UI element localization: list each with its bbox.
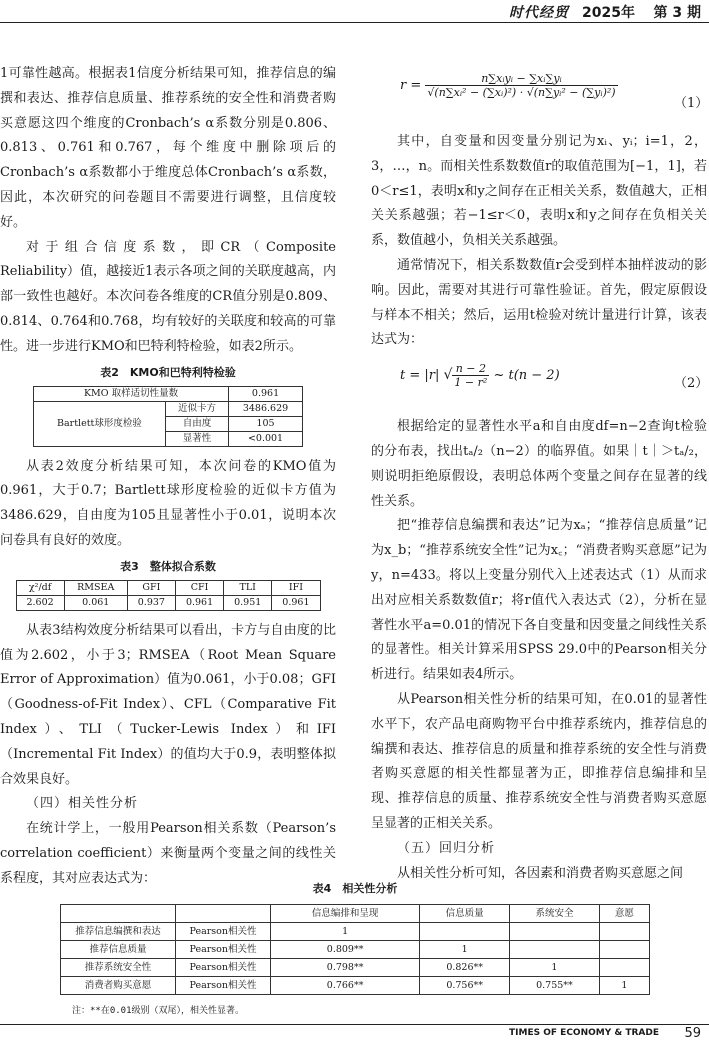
table-cell: 3486.629 <box>229 401 303 416</box>
formula-2 <box>400 362 670 389</box>
table-cell: 1 <box>271 923 420 941</box>
left-column <box>0 62 336 892</box>
table-cell: 推荐信息质量 <box>61 941 176 959</box>
table-cell: Pearson相关性 <box>176 959 271 977</box>
table-caption: 表4 相关性分析 <box>312 882 398 895</box>
table-note: 注：**在0.01级别（双尾），相关性显著。 <box>72 1006 245 1016</box>
table-header: 信息编排和呈现 <box>271 905 420 923</box>
section-heading: （四）相关性分析 <box>26 796 139 812</box>
paragraph: 在统计学上，一般用Pearson相关系数（Pearson’s correlation coefficient）来衡量两个变量之间的线性关系程度，其对应表达式为： <box>0 821 336 886</box>
table-cell: Pearson相关性 <box>176 923 271 941</box>
paragraph: 其中，自变量和因变量分别记为xᵢ、yᵢ；i=1，2，3，…，n。而相关性系数数值r的取值范围为[−1，1]，若0＜r≤1，表明x和y之间存在正相关关系，数值越大，正相关关系越强；若−1≤r＜0，表明x和y之间存在负相关关系，数值越小，负相关关系越强。 <box>371 134 707 249</box>
paragraph: 从表3结构效度分析结果可以看出，卡方与自由度的比值为2.602，小于3；RMSEA（Root Mean Square Error of Approximation）值为0.061，小于0.08；GFI（Goodness-of-Fit Index）、CFL（Comparative Fit Index）、TLI（Tucker-Lewis Index）和IFI（Incremental Fit Index）的值均大于0.9，表明整体拟合效果良好。 <box>0 622 336 787</box>
table-cell: 0.061 <box>64 595 127 610</box>
table-header: GFI <box>127 580 175 595</box>
table-cell: 0.937 <box>127 595 175 610</box>
journal-name: 时代经贸 <box>509 5 569 21</box>
table-row <box>61 923 650 941</box>
formula-lhs: t = |r| <box>400 368 440 383</box>
section-heading: （五）回归分析 <box>397 840 496 856</box>
table-cell: 推荐系统安全性 <box>61 959 176 977</box>
table-cell: 0.826** <box>420 959 510 977</box>
table-cell: 推荐信息编撰和表达 <box>61 923 176 941</box>
formula-number: （1） <box>674 96 709 111</box>
page-number: 59 <box>684 1026 701 1041</box>
table-header <box>176 905 271 923</box>
correlation-table-block <box>60 880 650 995</box>
table-cell <box>510 941 600 959</box>
table-cell: KMO 取样适切性量数 <box>34 386 229 401</box>
paragraph: 对于组合信度系数，即CR（Composite Reliability）值，越接近1表示各项之间的关联度越高，内部一致性也越好。本次问卷各维度的CR值分别是0.809、0.814、0.764和0.768，均有较好的关联度和较高的可靠性。进一步进行KMO和巴特利特检验，如表2所示。 <box>0 239 336 354</box>
table-cell: 0.809** <box>271 941 420 959</box>
table-cell <box>599 923 649 941</box>
formula-number: （2） <box>674 376 709 391</box>
table-cell: 1 <box>420 941 510 959</box>
table-header: 信息质量 <box>420 905 510 923</box>
table-header: 系统安全 <box>510 905 600 923</box>
sqrt-icon: √ <box>443 367 453 383</box>
paragraph: 从表2效度分析结果可知，本次问卷的KMO值为0.961，大于0.7；Bartlett球形度检验的近似卡方值为3486.629，自由度为105且显著性小于0.01，说明本次问卷具有良好的效度。 <box>0 458 336 548</box>
formula-fraction <box>452 362 489 389</box>
table-caption: 表2 KMO和巴特利特检验 <box>100 365 236 379</box>
table-cell: 0.798** <box>271 959 420 977</box>
paragraph: 1可靠性越高。根据表1信度分析结果可知，推荐信息的编撰和表达、推荐信息质量、推荐系统的安全性和消费者购买意愿这四个维度的Cronbach’s α系数分别是0.806、0.813、0.761和0.767，每个维度中删除项后的Cronbach’s α系数都小于维度总体Cronbach’s α系数，因此，本次研究的问卷题目不需要进行调整，且信度较好。 <box>0 66 336 230</box>
paragraph: 把“推荐信息编撰和表达”记为xₐ；“推荐信息质量”记为x_b；“推荐系统安全性”记为x꜀；“消费者购买意愿”记为y，n=433。将以上变量分别代入上述表达式（1）从而求出对应相关系数数值r；将r值代入表达式（2），分析在显著性水平a=0.01的情况下各自变量和因变量之间线性关系的显著性。相关计算采用SPSS 29.0中的Pearson相关分析进行。结果如表4所示。 <box>371 518 707 683</box>
paragraph: 从相关性分析可知，各因素和消费者购买意愿之间 <box>397 865 684 881</box>
formula-rhs: ~ t(n − 2) <box>493 368 560 383</box>
table-header: IFI <box>272 580 320 595</box>
table-cell: 0.756** <box>420 977 510 995</box>
table-header <box>61 905 176 923</box>
formula-numerator: n∑xᵢyᵢ − ∑xᵢ∑yᵢ <box>425 72 617 86</box>
table-cell: 2.602 <box>16 595 64 610</box>
table-cell: 显著性 <box>165 431 228 446</box>
table-header: χ²/df <box>16 580 64 595</box>
kmo-table <box>33 386 303 447</box>
table-cell: 0.766** <box>271 977 420 995</box>
page-footer <box>0 1024 709 1045</box>
table-cell <box>510 923 600 941</box>
table-cell: 1 <box>510 959 600 977</box>
table-cell: 0.961 <box>175 595 223 610</box>
table-row <box>61 959 650 977</box>
table-header: RMSEA <box>64 580 127 595</box>
table-cell: Bartlett球形度检验 <box>34 401 166 446</box>
table-header: CFI <box>175 580 223 595</box>
table-cell <box>599 941 649 959</box>
table-cell: 0.961 <box>272 595 320 610</box>
formula-1 <box>400 72 700 99</box>
page-header <box>0 0 709 23</box>
table-cell: 0.961 <box>229 386 303 401</box>
table-row <box>61 977 650 995</box>
table-header: 意愿 <box>599 905 649 923</box>
table-cell <box>599 959 649 977</box>
fit-table <box>16 580 321 611</box>
table-header-row <box>61 905 650 923</box>
table-cell: 0.755** <box>510 977 600 995</box>
paragraph: 从Pearson相关性分析的结果可知，在0.01的显著性水平下，农产品电商购物平台中推荐系统内，推荐信息的编撰和表达、推荐信息的质量和推荐系统的安全性与消费者购买意愿的相关性都显著为正，即推荐信息编排和呈现、推荐信息的质量、推荐系统安全性与消费者购买意愿呈显著的正相关关系。 <box>371 691 707 831</box>
paragraph: 根据给定的显著性水平a和自由度df=n−2查询t检验的分布表，找出tₐ/₂（n−2）的临界值。如果｜t｜＞tₐ/₂，则说明拒绝原假设，表明总体两个变量之间存在显著的线性关系。 <box>371 419 707 509</box>
table-cell: 105 <box>229 416 303 431</box>
right-column <box>371 130 707 886</box>
formula-fraction <box>425 72 617 99</box>
table-caption: 表3 整体拟合系数 <box>120 559 216 573</box>
table-cell: Pearson相关性 <box>176 941 271 959</box>
table-header: TLI <box>224 580 272 595</box>
journal-issue: 第 3 期 <box>653 5 701 21</box>
table-cell <box>420 923 510 941</box>
journal-year: 2025年 <box>582 5 635 21</box>
paragraph: 通常情况下，相关系数数值r会受到样本抽样波动的影响。因此，需要对其进行可靠性验证。首先，假定原假设与样本不相关；然后，运用t检验对统计量进行计算，该表达式为： <box>371 257 707 348</box>
table-cell: 0.951 <box>224 595 272 610</box>
table-cell: <0.001 <box>229 431 303 446</box>
formula-denominator: 1 − r² <box>454 376 488 389</box>
formula-numerator: n − 2 <box>452 362 489 376</box>
table-row <box>61 941 650 959</box>
table-cell: 消费者购买意愿 <box>61 977 176 995</box>
journal-name-en: TIMES OF ECONOMY & TRADE <box>509 1028 659 1038</box>
table-cell: Pearson相关性 <box>176 977 271 995</box>
table-cell: 近似卡方 <box>165 401 228 416</box>
correlation-table <box>60 904 650 995</box>
formula-lhs: r = <box>400 78 422 93</box>
formula-denominator: √(n∑xᵢ² − (∑xᵢ)²) · √(n∑yᵢ² − (∑yᵢ)²) <box>427 86 616 99</box>
table-cell: 1 <box>599 977 649 995</box>
table-cell: 自由度 <box>165 416 228 431</box>
